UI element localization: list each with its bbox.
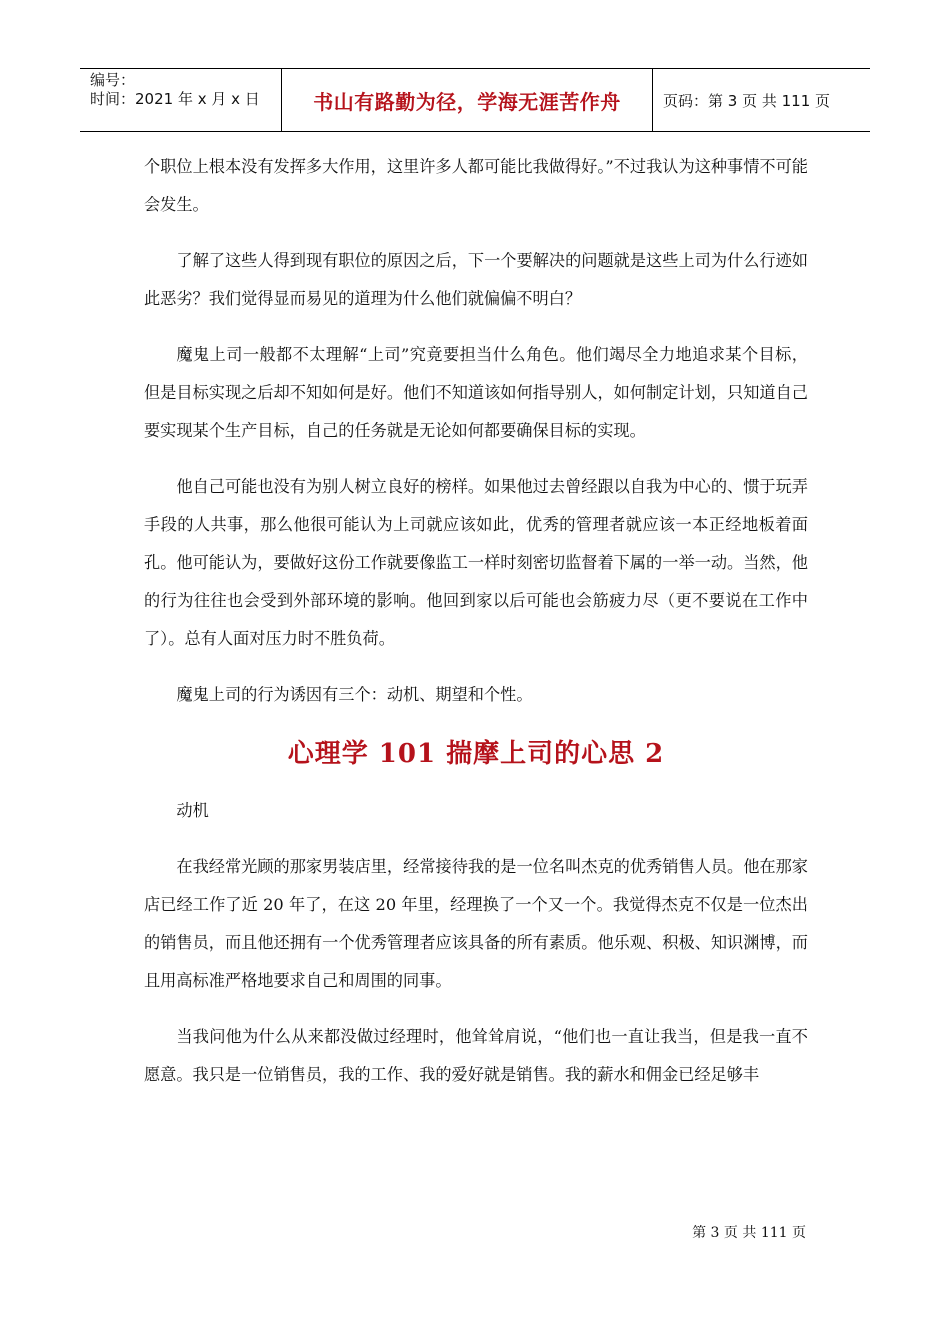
paragraph: 魔鬼上司的行为诱因有三个：动机、期望和个性。 [176,685,533,704]
page-footer: 第 3 页 共 111 页 [692,1225,806,1241]
document-header [80,68,870,132]
header-page-number: 页码：第 3 页 共 111 页 [663,91,831,110]
paragraph: 了解了这些人得到现有职位的原因之后，下一个要解决的问题就是这些上司为什么行迹如此恶劣？我们觉得显而易见的道理为什么他们就偏偏不明白？ [144,251,808,308]
header-page-cell [653,69,870,131]
section-heading: 心理学 101 揣摩上司的心思 2 [287,739,665,769]
document-body [144,148,808,1112]
header-meta-cell [80,69,282,131]
header-motto: 书山有路勤为径，学海无涯苦作舟 [313,89,621,114]
paragraph: 个职位上根本没有发挥多大作用，这里许多人都可能比我做得好。”不过我认为这种事情不可能会发生。 [144,157,808,214]
paragraph: 他自己可能也没有为别人树立良好的榜样。如果他过去曾经跟以自我为中心的、惯于玩弄手段的人共事，那么他很可能认为上司就应该如此，优秀的管理者就应该一本正经地板着面孔。他可能认为，要做好这份工作就要像监工一样时刻密切监督着下属的一举一动。当然，他的行为往往也会受到外部环境的影响。他回到家以后可能也会筋疲力尽（更不要说在工作中了）。总有人面对压力时不胜负荷。 [144,477,808,648]
header-motto-cell [282,69,653,131]
paragraph: 在我经常光顾的那家男装店里，经常接待我的是一位名叫杰克的优秀销售人员。他在那家店已经工作了近 20 年了，在这 20 年里，经理换了一个又一个。我觉得杰克不仅是一位杰出的销售员，而且他还拥有一个优秀管理者应该具备的所有素质。他乐观、积极、知识渊博，而且用高标准严格地要求自己和周围的同事。 [144,857,808,990]
paragraph: 魔鬼上司一般都不太理解“上司”究竟要担当什么角色。他们竭尽全力地追求某个目标，但是目标实现之后却不知如何是好。他们不知道该如何指导别人，如何制定计划，只知道自己要实现某个生产目标，自己的任务就是无论如何都要确保目标的实现。 [144,345,808,440]
document-date-label: 时间：2021 年 x 月 x 日 [90,90,260,108]
paragraph: 当我问他为什么从来都没做过经理时，他耸耸肩说，“他们也一直让我当，但是我一直不愿意。我只是一位销售员，我的工作、我的爱好就是销售。我的薪水和佣金已经足够丰 [144,1027,808,1084]
subheading: 动机 [176,801,209,820]
document-number-label: 编号： [90,71,136,89]
